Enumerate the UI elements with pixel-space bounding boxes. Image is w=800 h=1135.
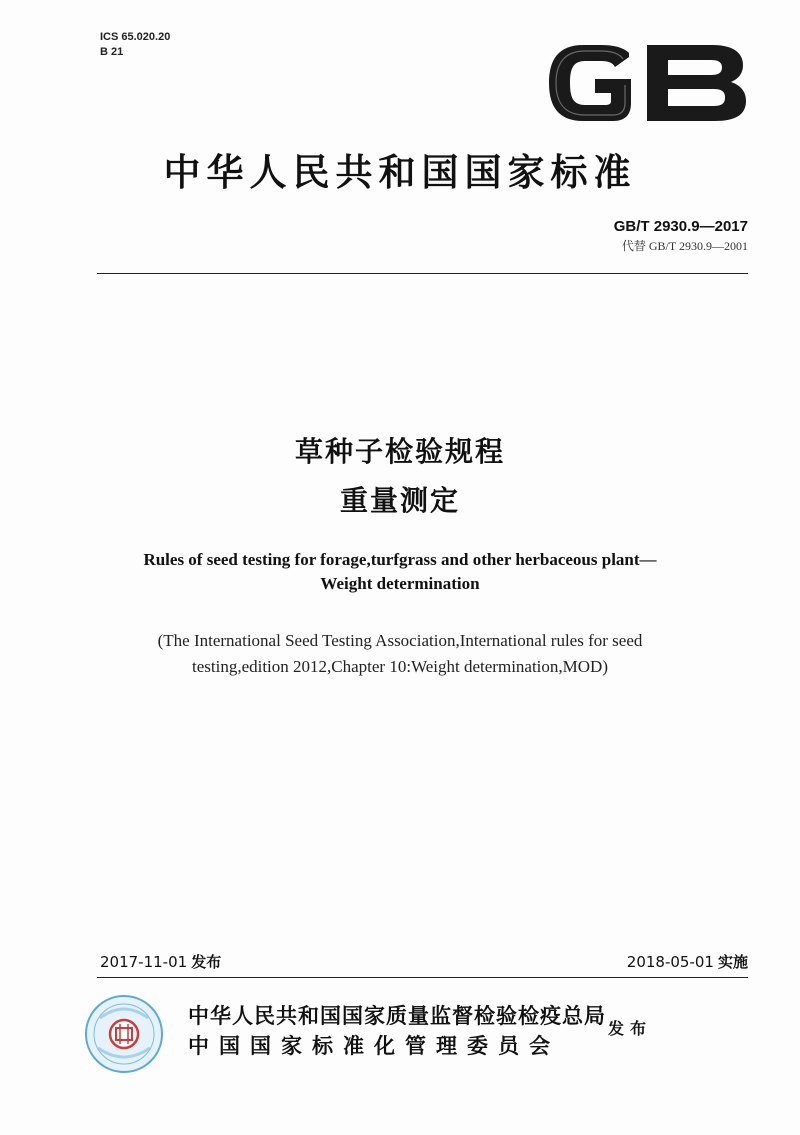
issuer-sac: 中国国家标准化管理委员会 [188, 1034, 560, 1058]
implement-label: 实施 [717, 953, 748, 971]
english-title [0, 548, 800, 596]
source-reference-line2: testing,edition 2012,Chapter 10:Weight determination,MOD) [191, 657, 608, 676]
source-reference [0, 628, 800, 680]
bottom-divider [97, 977, 748, 978]
ccs-code: B 21 [100, 46, 124, 58]
english-title-line2: Weight determination [320, 574, 480, 593]
gb-logo-icon [543, 41, 751, 125]
national-standard-title: 中华人民共和国国家标准 [163, 151, 637, 194]
implement-date-value: 2018-05-01 [626, 953, 714, 971]
publish-date [100, 951, 221, 972]
standard-number: GB/T 2930.9—2017 [613, 218, 748, 235]
issuer-aqsiq: 中华人民共和国国家质量监督检验检疫总局 [188, 1004, 606, 1028]
top-divider [97, 273, 748, 274]
chinese-title-line1: 草种子检验规程 [294, 435, 505, 468]
ics-code: ICS 65.020.20 [100, 31, 171, 43]
anti-counterfeit-seal-icon [84, 994, 164, 1074]
english-title-line1: Rules of seed testing for forage,turfgrass and other herbaceous plant— [143, 550, 657, 569]
classification-codes [100, 30, 170, 60]
publish-date-value: 2017-11-01 [100, 953, 188, 971]
implement-date [627, 951, 748, 972]
source-reference-line1: (The International Seed Testing Association,International rules for seed [157, 631, 643, 650]
publish-label: 发布 [191, 953, 222, 971]
chinese-title-line2: 重量测定 [339, 484, 460, 517]
issue-label: 发布 [608, 1019, 653, 1038]
replaced-standard: 代替 GB/T 2930.9—2001 [621, 239, 748, 253]
